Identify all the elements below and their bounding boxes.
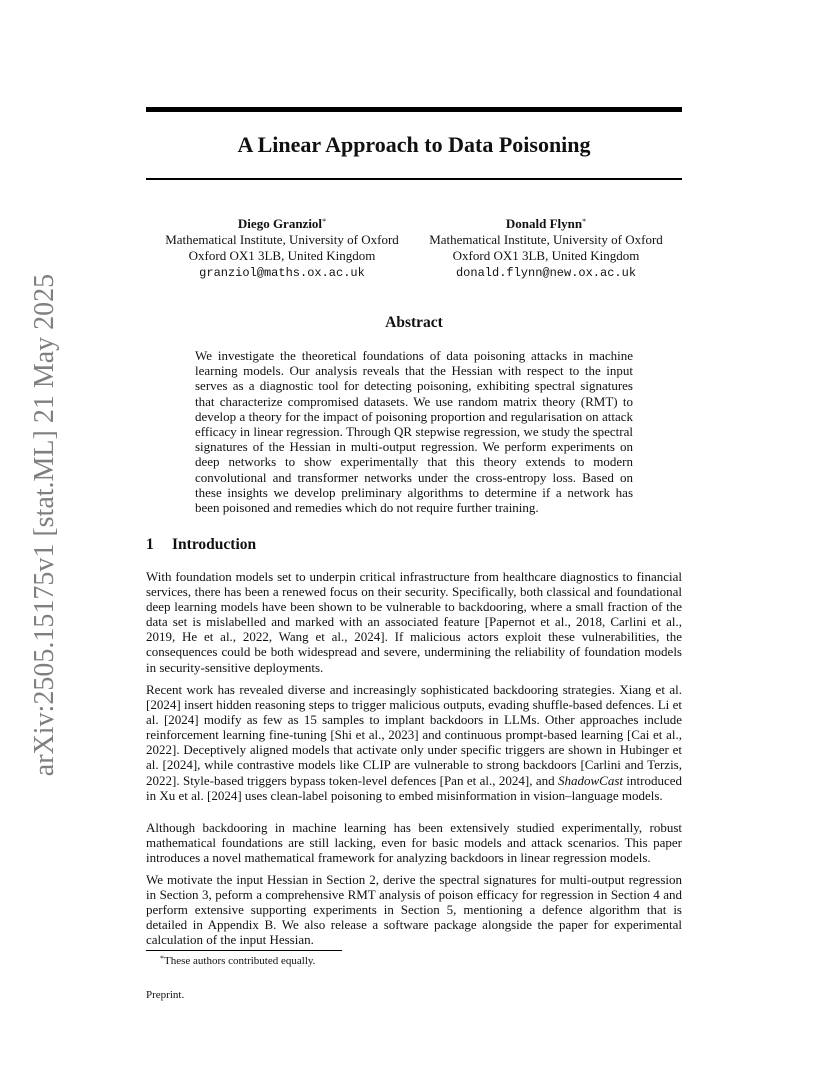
paper-title: A Linear Approach to Data Poisoning — [237, 132, 591, 157]
intro-paragraph-1: With foundation models set to underpin critical infrastructure from healthcare diagnostics to financial services, there has been a renewed focus on their security. Specifically, both classical and foundational deep learning models have been shown to be vulnerable to backdooring, where a small fraction of the data set is mislabelled and marked with an associated feature [Papernot et al., 2018, Carlini et al., 2019, He et al., 2022, Wang et al., 2024]. If malicious actors exploit these vulnerabilities, the consequences could be both widespread and severe, undermining the reliability of foundation models in security-sensitive deployments. — [146, 569, 682, 675]
title-top-rule — [146, 107, 682, 112]
footnote: *These authors contributed equally. — [160, 954, 316, 967]
shadowcast-name: ShadowCast — [558, 772, 624, 788]
equal-contribution-marker: * — [582, 217, 587, 226]
author-address: Oxford OX1 3LB, United Kingdom — [452, 248, 640, 264]
section-heading — [146, 536, 256, 554]
author-affiliation: Mathematical Institute, University of Oxford — [429, 232, 663, 248]
equal-contribution-marker: * — [322, 217, 327, 226]
title-bottom-rule — [146, 178, 682, 180]
intro-paragraph-2: Recent work has revealed diverse and increasingly sophisticated backdooring strategies. Xiang et al. [2024] insert hidden reasoning steps to trigger malicious outputs, evading shuffle-based defences. Li et al. [2024] modify as few as 15 samples to implant backdoors in LLMs. Other approaches include reinforcement learning fine-tuning [Shi et al., 2023] and continuous prompt-based learning [Cai et al., 2022]. Deceptively aligned models that activate only under specific triggers are shown in Hubinger et al. [2024], while contrastive models like CLIP are vulnerable to strong backdoors [Carlini and Terzis, 2022]. Style-based triggers bypass token-level defences [Pan et al., 2024], and ShadowCast introduced in Xu et al. [2024] uses clean-label poisoning to embed misinformation in vision–language models. — [146, 682, 682, 803]
arxiv-identifier: arXiv:2505.15175v1 [stat.ML] 21 May 2025 — [29, 273, 60, 777]
author-block-2 — [411, 216, 681, 281]
author-name: Diego Granziol* — [237, 216, 327, 231]
intro-paragraph-4: We motivate the input Hessian in Section 2, derive the spectral signatures for multi-output regression in Section 3, peform a comprehensive RMT analysis of poison efficacy for regression in Section 4 and perform extensive supporting experiments in Section 5, mentioning a defence algorithm that is detailed in Appendix B. We also release a software package alongside the paper for experimental calculation of the input Hessian. — [146, 872, 682, 948]
footnote-rule — [146, 950, 342, 951]
preprint-label: Preprint. — [146, 989, 185, 1001]
author-email[interactable]: donald.flynn@new.ox.ac.uk — [455, 265, 637, 280]
intro-paragraph-3: Although backdooring in machine learning has been extensively studied experimentally, robust mathematical foundations are still lacking, even for basic models and attack scenarios. This paper introduces a novel mathematical framework for analyzing backdoors in linear regression models. — [146, 820, 682, 866]
section-title: Introduction — [172, 536, 257, 553]
author-address: Oxford OX1 3LB, United Kingdom — [188, 248, 376, 264]
abstract-text: We investigate the theoretical foundations of data poisoning attacks in machine learning models. Our analysis reveals that the Hessian with respect to the input serves as a diagnostic tool for detecting poisoning, exhibiting spectral signatures that characterize compromised datasets. We use random matrix theory (RMT) to develop a theory for the impact of poisoning proportion and regularisation on attack efficacy in linear regression. Through QR stepwise regression, we study the spectral signatures of the Hessian in multi-output regression. We perform experiments on deep networks to show experimentally that this theory extends to modern convolutional and transformer networks under the cross-entropy loss. Based on these insights we develop preliminary algorithms to determine if a network has been poisoned and remedies which do not require further training. — [195, 348, 633, 516]
author-email[interactable]: granziol@maths.ox.ac.uk — [199, 265, 365, 280]
author-affiliation: Mathematical Institute, University of Oxford — [165, 232, 399, 248]
abstract-heading: Abstract — [385, 314, 443, 331]
author-block-1 — [147, 216, 417, 281]
section-number: 1 — [146, 536, 154, 553]
author-name: Donald Flynn* — [505, 216, 587, 231]
footnote-marker: * — [160, 954, 164, 963]
